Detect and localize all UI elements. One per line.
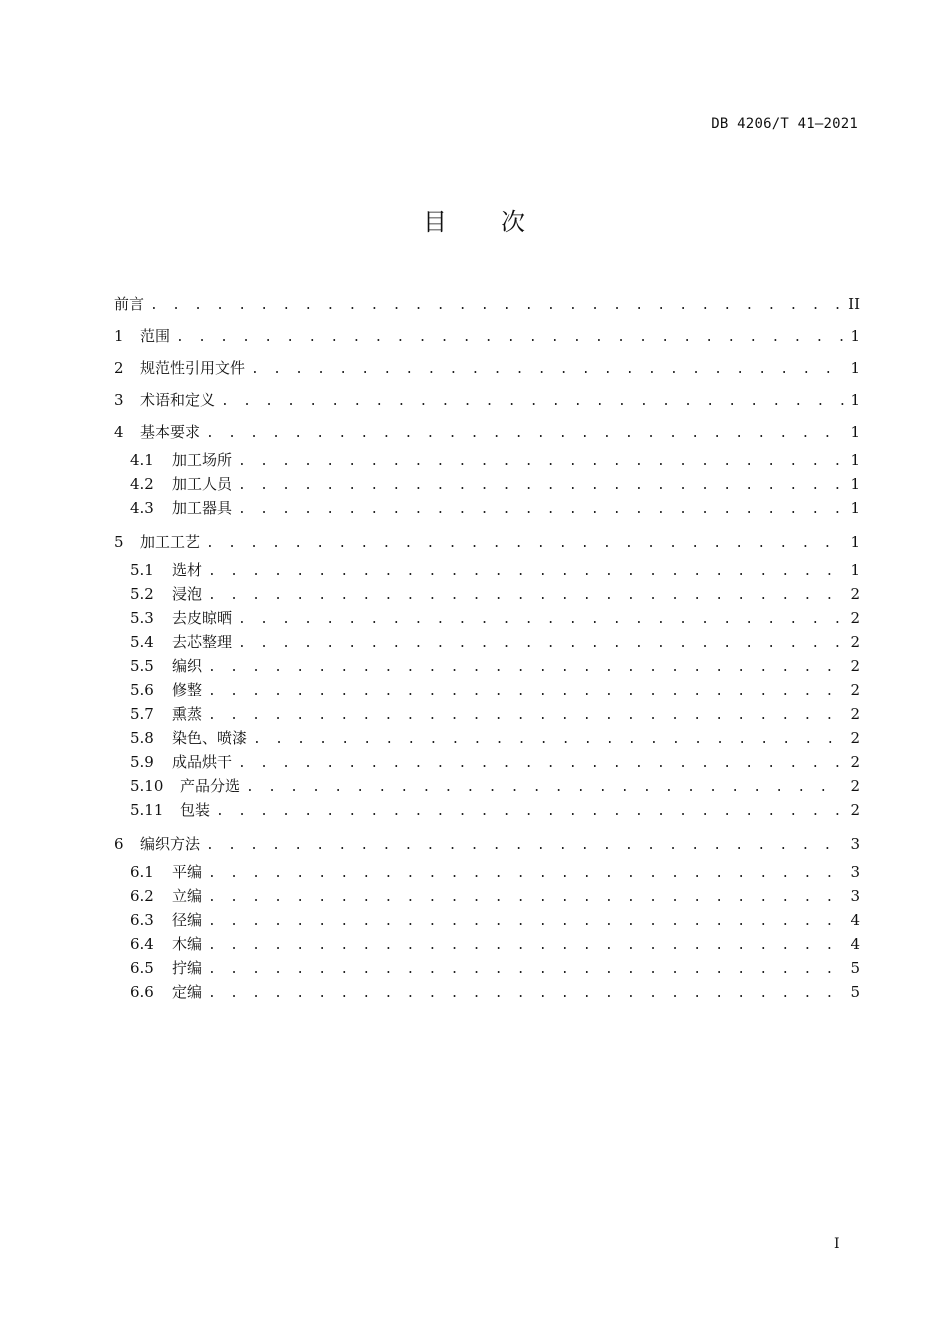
toc-entry-page: 3 [850,863,860,881]
document-code: DB 4206/T 41—2021 [711,116,858,132]
toc-entry-page: 1 [850,499,860,517]
toc-entry-page: 3 [850,835,860,853]
toc-leader-dots [238,752,844,776]
toc-entry[interactable] [114,606,860,630]
toc-leader-dots [206,418,844,450]
toc-entry-number: 4.3 [130,499,154,517]
toc-entry-page: 3 [850,887,860,905]
toc-entry-page: 2 [850,753,860,771]
toc-leader-dots [208,656,844,680]
toc-entry-label: 去皮晾晒 [172,609,233,627]
toc-leader-dots [150,290,842,322]
toc-entry-label: 规范性引用文件 [140,359,246,377]
toc-entry-page: II [848,295,860,313]
toc-entry[interactable] [114,352,860,384]
toc-entry-page: 1 [850,561,860,579]
toc-entry-number: 5.3 [130,609,154,627]
toc-entry[interactable] [114,654,860,678]
toc-entry-label: 成品烘干 [172,753,233,771]
toc-leader-dots [208,910,844,934]
toc-entry-page: 2 [850,681,860,699]
toc-entry-label: 术语和定义 [140,391,216,409]
toc-entry-number: 6.6 [130,983,154,1001]
toc-entry[interactable] [114,630,860,654]
toc-entry-page: 1 [850,533,860,551]
toc-entry[interactable] [114,750,860,774]
toc-entry-label: 熏蒸 [172,705,203,723]
toc-entry-label: 加工工艺 [140,533,201,551]
toc-entry-label: 修整 [172,681,203,699]
toc-entry-label: 定编 [172,983,203,1001]
toc-leader-dots [176,322,844,354]
table-of-contents [114,288,860,1004]
toc-entry-number: 6.2 [130,887,154,905]
toc-entry-number: 6.4 [130,935,154,953]
toc-entry-number: 4.1 [130,451,154,469]
toc-entry-label: 加工器具 [172,499,233,517]
toc-leader-dots [246,776,844,800]
toc-entry-number: 5.2 [130,585,154,603]
toc-entry-page: 2 [850,777,860,795]
toc-entry[interactable] [114,908,860,932]
toc-entry-label: 范围 [140,327,171,345]
toc-entry-page: 2 [850,729,860,747]
toc-entry-page: 1 [850,451,860,469]
toc-leader-dots [253,728,844,752]
toc-entry-label: 染色、喷漆 [172,729,248,747]
toc-entry-label: 径编 [172,911,203,929]
toc-entry-label: 编织方法 [140,835,201,853]
toc-entry-number: 5.6 [130,681,154,699]
toc-leader-dots [208,934,844,958]
toc-entry-number: 6 [114,835,124,853]
toc-entry[interactable] [114,678,860,702]
toc-entry[interactable] [114,416,860,448]
toc-entry-number: 5.7 [130,705,154,723]
toc-entry[interactable] [114,798,860,822]
toc-entry[interactable] [114,774,860,798]
toc-leader-dots [208,958,844,982]
toc-entry-page: 1 [850,423,860,441]
toc-entry-number: 5.5 [130,657,154,675]
toc-entry-page: 2 [850,609,860,627]
toc-entry[interactable] [114,496,860,520]
toc-entry-number: 6.3 [130,911,154,929]
toc-entry[interactable] [114,582,860,606]
toc-entry-page: 2 [850,801,860,819]
toc-entry-page: 2 [850,657,860,675]
toc-entry-label: 浸泡 [172,585,203,603]
toc-entry-label: 编织 [172,657,203,675]
toc-entry-page: 4 [850,935,860,953]
page-number: I [834,1236,840,1252]
toc-entry-page: 2 [850,633,860,651]
toc-entry-label: 立编 [172,887,203,905]
toc-entry-page: 1 [850,359,860,377]
toc-entry-number: 5.10 [130,777,164,795]
toc-entry-label: 包装 [180,801,211,819]
toc-entry-label: 基本要求 [140,423,201,441]
toc-entry-page: 1 [850,475,860,493]
title-char-left: 目 [423,208,449,236]
toc-entry-number: 2 [114,359,124,377]
toc-entry[interactable] [114,320,860,352]
toc-entry-label: 平编 [172,863,203,881]
toc-entry[interactable] [114,288,860,320]
toc-leader-dots [238,608,844,632]
toc-leader-dots [216,800,844,824]
toc-entry-page: 5 [850,983,860,1001]
toc-entry-number: 6.5 [130,959,154,977]
toc-entry-number: 3 [114,391,124,409]
toc-entry-page: 1 [850,391,860,409]
toc-leader-dots [221,386,844,418]
toc-leader-dots [251,354,844,386]
toc-entry-page: 2 [850,585,860,603]
toc-entry[interactable] [114,526,860,558]
toc-leader-dots [206,830,844,862]
toc-entry-label: 加工人员 [172,475,233,493]
toc-entry-page: 5 [850,959,860,977]
title-char-right: 次 [501,208,527,236]
toc-leader-dots [208,886,844,910]
toc-entry[interactable] [114,828,860,860]
toc-entry-page: 1 [850,327,860,345]
toc-entry-number: 5.4 [130,633,154,651]
toc-leader-dots [238,632,844,656]
toc-leader-dots [238,450,844,474]
toc-entry-number: 5.11 [130,801,164,819]
toc-entry-number: 5.9 [130,753,154,771]
toc-leader-dots [208,560,844,584]
toc-entry-label: 去芯整理 [172,633,233,651]
toc-entry-label: 拧编 [172,959,203,977]
toc-entry-number: 4 [114,423,124,441]
toc-entry-label: 木编 [172,935,203,953]
toc-entry-number: 4.2 [130,475,154,493]
toc-entry-label: 选材 [172,561,203,579]
toc-entry[interactable] [114,558,860,582]
toc-entry[interactable] [114,884,860,908]
toc-entry-label: 产品分选 [180,777,241,795]
toc-leader-dots [208,680,844,704]
toc-entry[interactable] [114,726,860,750]
toc-entry[interactable] [114,932,860,956]
toc-entry[interactable] [114,956,860,980]
toc-entry[interactable] [114,702,860,726]
toc-leader-dots [208,982,844,1006]
toc-leader-dots [206,528,844,560]
toc-entry-page: 4 [850,911,860,929]
toc-entry[interactable] [114,384,860,416]
toc-entry-number: 5.1 [130,561,154,579]
toc-entry-number: 6.1 [130,863,154,881]
toc-entry-label: 加工场所 [172,451,233,469]
toc-entry-page: 2 [850,705,860,723]
toc-leader-dots [208,584,844,608]
toc-entry[interactable] [114,448,860,472]
toc-entry-label: 前言 [114,295,145,313]
toc-leader-dots [238,474,844,498]
toc-entry-number: 1 [114,327,124,345]
toc-entry[interactable] [114,980,860,1004]
toc-entry-number: 5 [114,533,124,551]
toc-entry[interactable] [114,860,860,884]
toc-leader-dots [208,704,844,728]
page-title [0,202,950,237]
toc-entry[interactable] [114,472,860,496]
toc-entry-number: 5.8 [130,729,154,747]
toc-leader-dots [238,498,844,522]
toc-leader-dots [208,862,844,886]
